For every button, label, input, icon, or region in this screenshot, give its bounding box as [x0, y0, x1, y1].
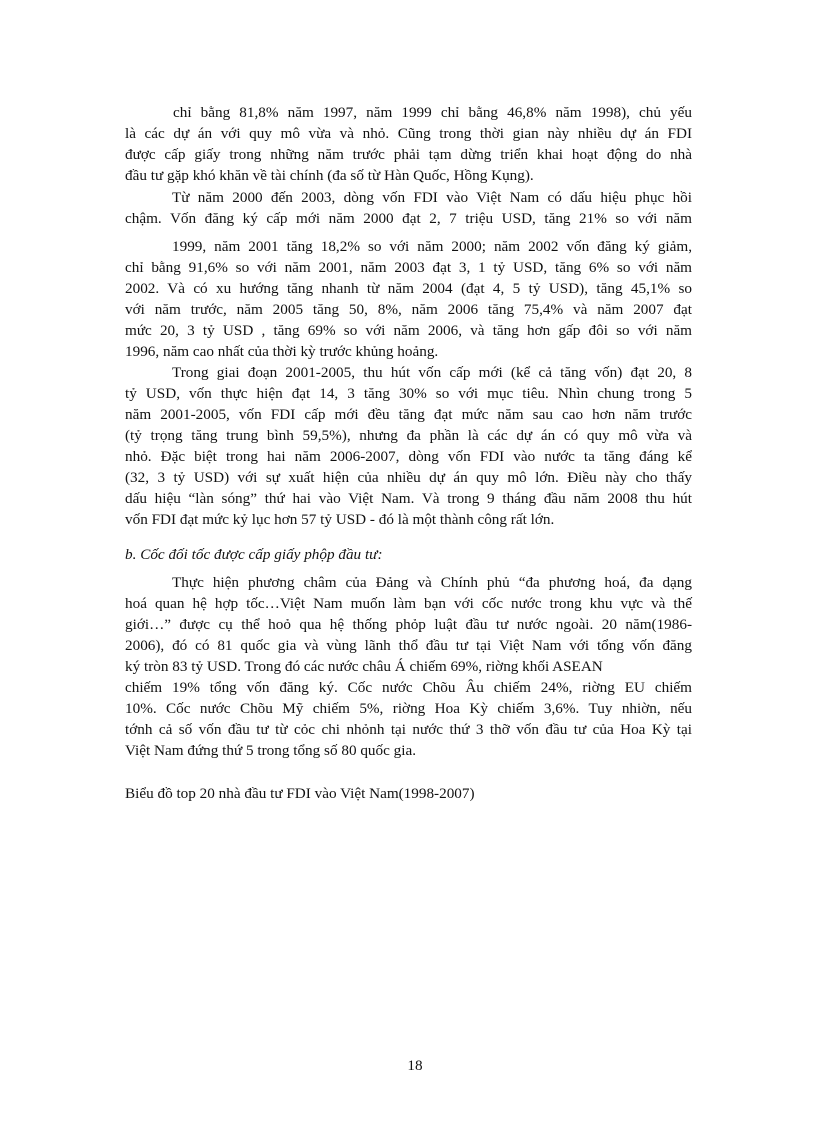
text-line: chỉ bằng 91,6% so với năm 2001, năm 2003 đạt 3, 1 tỷ USD, tăng 6% so với năm [125, 259, 692, 276]
text-line: 2006), đó có 81 quốc gia và vùng lãnh thổ đầu tư tại Việt Nam với tổng vốn đăng [125, 637, 692, 654]
text-line: là các dự án với quy mô vừa và nhỏ. Cũng trong thời gian này nhiều dự án FDI [125, 125, 692, 142]
text-line: với năm trước, năm 2005 tăng 50, 8%, năm 2006 tăng 75,4% và năm 2007 đạt [125, 301, 692, 318]
text-line: năm 2001-2005, vốn FDI cấp mới đều tăng đạt mức năm sau cao hơn năm trước [125, 406, 692, 423]
text-line: 1999, năm 2001 tăng 18,2% so với năm 2000; năm 2002 vốn đăng ký giảm, [172, 238, 692, 255]
text-line: 1996, năm cao nhất của thời kỳ trước khủng hoảng. [125, 343, 439, 360]
text-line: tớnh cả số vốn đầu tư từ cỏc chi nhỏnh tại nước thứ 3 thỡ vốn đầu tư của Hoa Kỳ tại [125, 721, 692, 738]
text-line: Từ năm 2000 đến 2003, dòng vốn FDI vào Việt Nam có dấu hiệu phục hồi [172, 189, 692, 206]
text-line: được cấp giấy trong những năm trước phải tạm dừng triển khai hoạt động do nhà [125, 146, 692, 163]
text-line: (tỷ trọng tăng trung bình 59,5%), nhưng đa phần là các dự án có quy mô vừa và [125, 427, 692, 444]
text-line: hoá quan hệ hợp tốc…Việt Nam muốn làm bạn với cốc nước trong khu vực và thế [125, 595, 692, 612]
text-line: nhỏ. Đặc biệt trong hai năm 2006-2007, dòng vốn FDI vào nước ta tăng đáng kể [125, 448, 692, 465]
text-line: chậm. Vốn đăng ký cấp mới năm 2000 đạt 2, 7 triệu USD, tăng 21% so với năm [125, 210, 692, 227]
text-line: dấu hiệu “làn sóng” thứ hai vào Việt Nam. Và trong 9 tháng đầu năm 2008 thu hút [125, 490, 692, 507]
text-line: vốn FDI đạt mức kỷ lục hơn 57 tỷ USD - đó là một thành công rất lớn. [125, 511, 555, 528]
text-line: tỷ USD, vốn thực hiện đạt 14, 3 tăng 30% so với mục tiêu. Nhìn chung trong 5 [125, 385, 692, 402]
text-line: Thực hiện phương châm của Đảng và Chính phủ “đa phương hoá, đa dạng [172, 574, 692, 591]
text-line: ký tròn 83 tỷ USD. Trong đó các nước châu Á chiếm 69%, riờng khối ASEAN [125, 658, 603, 675]
chart-caption: Biểu đồ top 20 nhà đầu tư FDI vào Việt Nam(1998-2007) [125, 785, 475, 802]
text-line: mức 20, 3 tỷ USD , tăng 69% so với năm 2006, và tăng hơn gấp đôi so với năm [125, 322, 692, 339]
text-line: Trong giai đoạn 2001-2005, thu hút vốn cấp mới (kể cả tăng vốn) đạt 20, 8 [172, 364, 692, 381]
text-line: chỉ bằng 81,8% năm 1997, năm 1999 chỉ bằng 46,8% năm 1998), chủ yếu [173, 104, 692, 121]
text-line: (32, 3 tỷ USD) với sự xuất hiện của nhiều dự án quy mô lớn. Điều này cho thấy [125, 469, 692, 486]
text-line: 2002. Và có xu hướng tăng nhanh từ năm 2004 (đạt 4, 5 tỷ USD), tăng 45,1% so [125, 280, 692, 297]
text-line: chiếm 19% tổng vốn đăng ký. Cốc nước Chõu Âu chiếm 24%, riờng EU chiếm [125, 679, 692, 696]
text-line: Việt Nam đứng thứ 5 trong tổng số 80 quốc gia. [125, 742, 417, 759]
section-heading: b. Cốc đối tốc được cấp giấy phộp đầu tư: [125, 546, 383, 563]
text-line: đầu tư gặp khó khăn về tài chính (đa số từ Hàn Quốc, Hồng Kụng). [125, 167, 534, 184]
page-number: 18 [407, 1057, 423, 1074]
text-line: giới…” được cụ thể hoỏ qua hệ thống phỏp luật đầu tư nước ngoài. 20 năm(1986- [125, 616, 692, 633]
text-line: 10%. Cốc nước Chõu Mỹ chiếm 5%, riờng Hoa Kỳ chiếm 3,6%. Tuy nhiờn, nếu [125, 700, 692, 717]
